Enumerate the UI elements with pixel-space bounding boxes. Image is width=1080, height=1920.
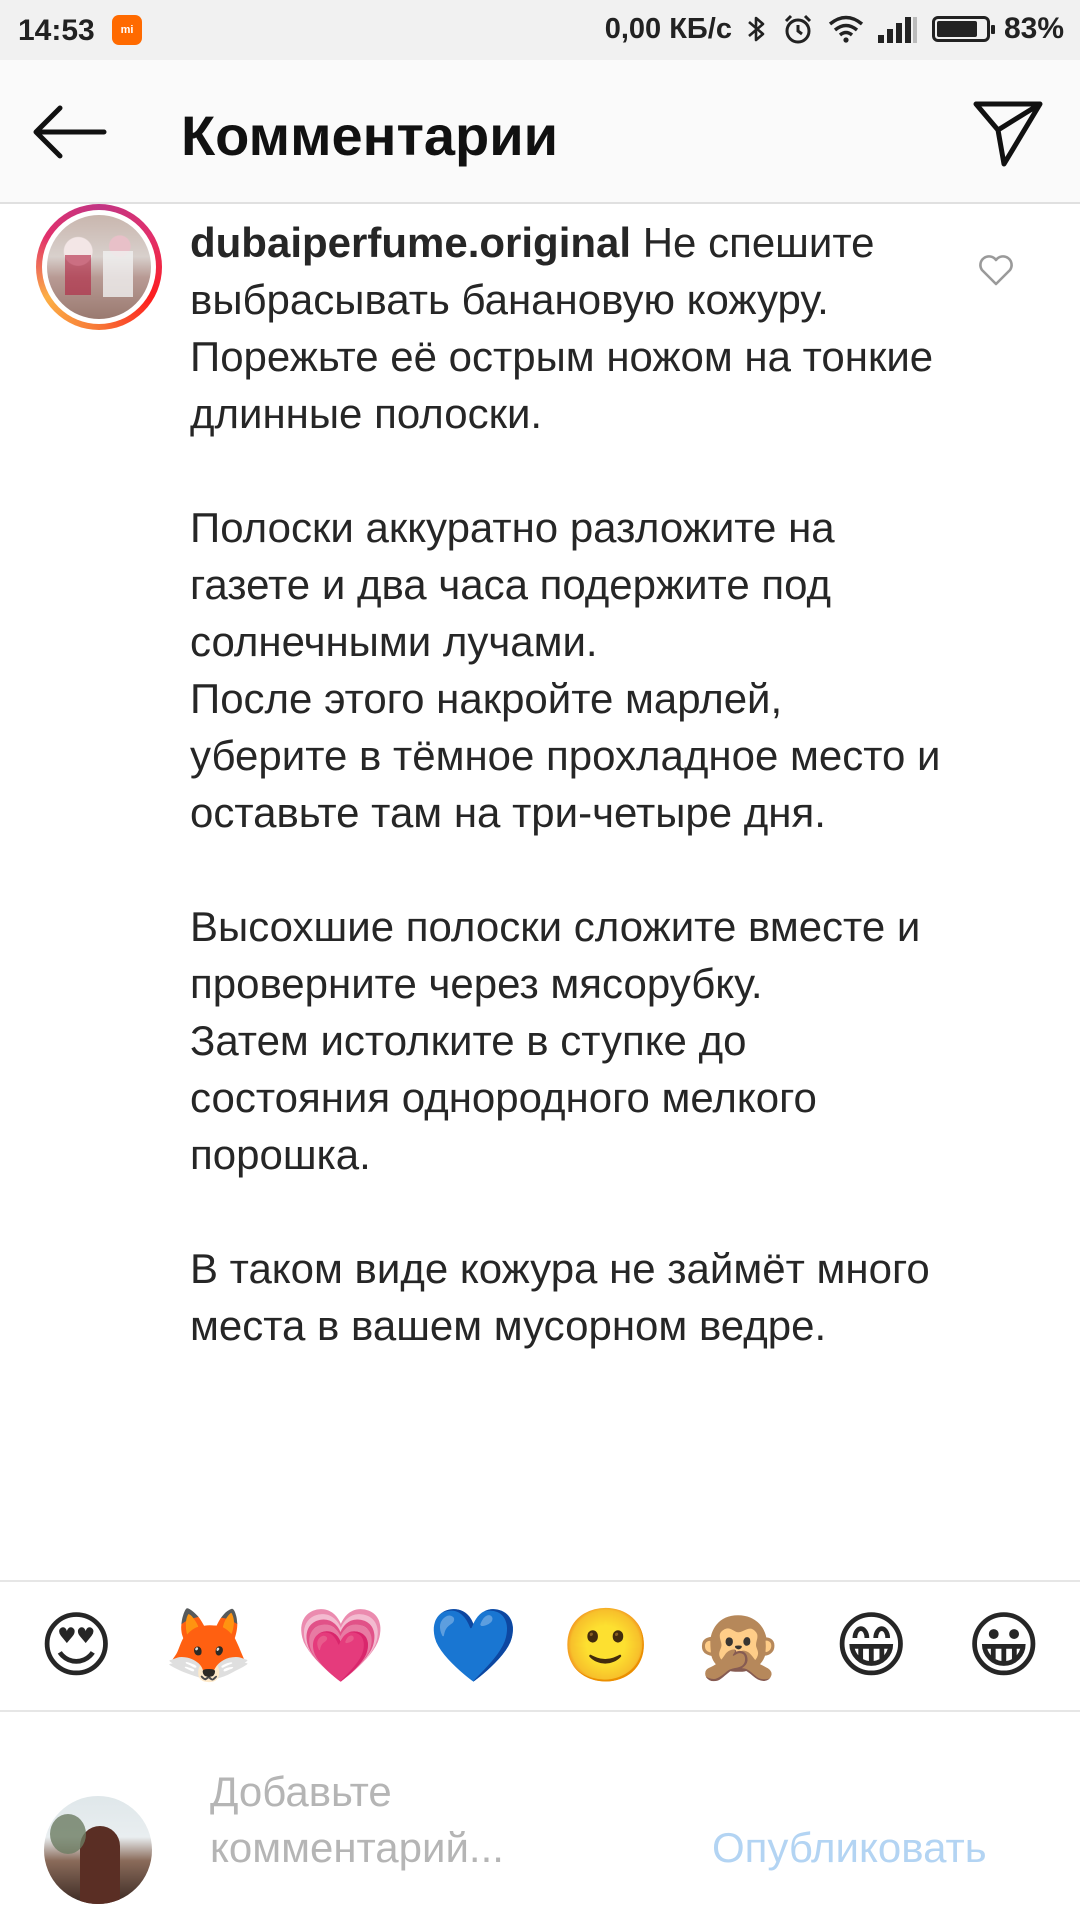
comment-username[interactable]: dubaiperfume.original [190, 219, 632, 266]
emoji-smile[interactable]: 🙂 [561, 1606, 652, 1686]
avatar-border [42, 210, 156, 324]
comment-input[interactable]: Добавьте комментарий... [210, 1768, 504, 1871]
bluetooth-icon [746, 13, 768, 45]
emoji-grin[interactable]: 😁 [833, 1606, 909, 1686]
battery-icon [932, 16, 990, 42]
story-ring[interactable] [36, 204, 162, 330]
paper-plane-icon [970, 94, 1046, 170]
publish-button[interactable]: Опубликовать [712, 1824, 987, 1871]
status-time: 14:53 [18, 14, 95, 47]
comment-composer [0, 1712, 1080, 1920]
emoji-grinning[interactable]: 😀 [966, 1606, 1042, 1686]
status-right [605, 12, 1064, 46]
like-comment-button[interactable] [976, 250, 1016, 290]
wifi-icon [828, 15, 864, 43]
comment-item [0, 204, 1080, 1580]
emoji-speak-no-evil-monkey[interactable]: 🙊 [693, 1606, 784, 1686]
comment-text: Не спешите выбрасывать банановую кожуру. Порежьте её острым ножом на тонкие длинные полоски. Полоски аккуратно разложите на газете и два часа подержите под солнечными лучами. После этого накройте марлей, уберите в тёмное прохладное место и оставьте там на три-четыре дня. Высохшие полоски сложите вместе и проверните через мясорубку. Затем истолките в ступке до состояния однородного мелкого порошка. В таком виде кожура не займёт много места в вашем мусорном ведре. [190, 219, 941, 1349]
app-header [0, 60, 1080, 204]
commenter-avatar [47, 215, 151, 319]
emoji-heart-eyes[interactable]: 😍 [38, 1606, 114, 1686]
comment-body [190, 214, 950, 1354]
battery-percent: 83% [1003, 12, 1064, 45]
emoji-blue-heart[interactable]: 💙 [428, 1606, 519, 1686]
back-button[interactable] [30, 100, 110, 164]
page-title: Комментарии [181, 104, 559, 167]
heart-outline-icon [976, 250, 1016, 290]
share-button[interactable] [970, 94, 1046, 170]
arrow-left-icon [30, 100, 110, 164]
signal-icon [878, 15, 918, 43]
emoji-quick-bar [0, 1580, 1080, 1712]
alarm-icon [782, 13, 814, 45]
emoji-fox[interactable]: 🦊 [163, 1606, 254, 1686]
status-bar [0, 0, 1080, 60]
battery-fill [937, 21, 977, 37]
network-speed: 0,00 КБ/с [604, 12, 732, 45]
emoji-pink-heart[interactable]: 💗 [296, 1606, 387, 1686]
current-user-avatar [44, 1796, 152, 1904]
mi-app-icon: mi [112, 15, 142, 45]
